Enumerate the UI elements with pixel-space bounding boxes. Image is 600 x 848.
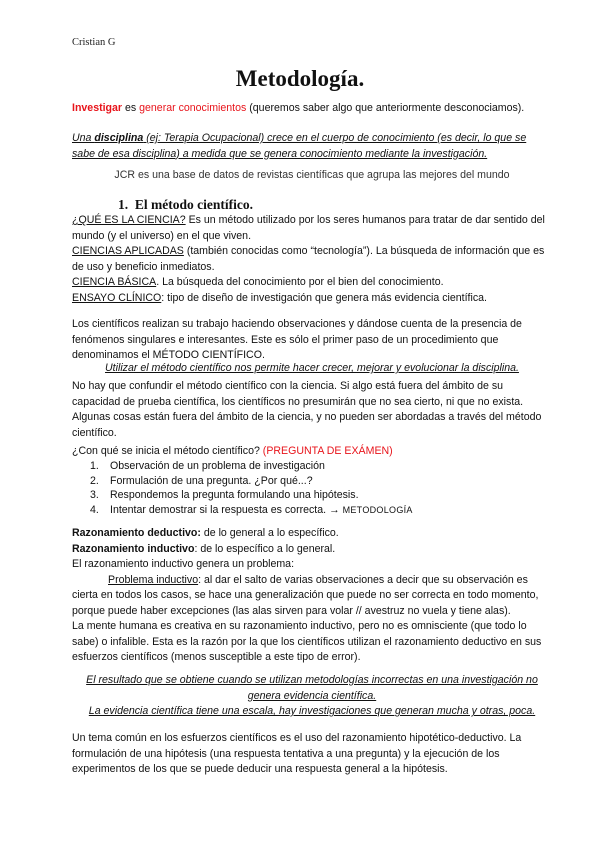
cientificos-paragraph: Los científicos realizan su trabajo haciendo observaciones y dándose cuenta de la presencia de fenómenos singulares e interesantes. Este es sólo el primer paso de un procedimiento que denominamos el MÉTODO CIENTÍFICO.: [72, 318, 522, 361]
step-text: Formulación de una pregunta. ¿Por qué...?: [110, 474, 313, 487]
problema-paragraph: [72, 573, 552, 620]
definition-text: Es un método utilizado por los seres humanos para tratar de dar sentido del mundo (y el universo) en el que viven.: [72, 214, 545, 242]
deductivo-line: [72, 526, 552, 542]
question-text: ¿Con qué se inicia el método científico?: [72, 445, 263, 457]
intro-highlight: generar conocimientos: [139, 102, 247, 114]
list-item: [72, 459, 552, 474]
resultado-note: El resultado que se obtiene cuando se utilizan metodologías incorrectas en una investigación no genera evidencia científica.: [86, 674, 538, 702]
definition-term: ¿QUÉ ES LA CIENCIA?: [72, 214, 186, 226]
list-item: [72, 474, 552, 489]
author-name: Cristian G: [72, 37, 116, 48]
section-number: 1.: [118, 197, 129, 212]
step-tail: METODOLOGÍA: [342, 504, 413, 515]
jcr-note: JCR es una base de datos de revistas científicas que agrupa las mejores del mundo: [114, 169, 510, 181]
step-number: 3.: [90, 489, 99, 501]
step-number: 2.: [90, 474, 99, 487]
intro-connector: es: [122, 102, 140, 114]
definition-term: CIENCIA BÁSICA: [72, 276, 157, 288]
razonamiento-block: [72, 526, 552, 666]
deductivo-label: Razonamiento deductivo:: [72, 527, 201, 539]
metodo-note: Utilizar el método científico nos permite hacer crecer, mejorar y evolucionar la disciplina.: [105, 362, 519, 374]
definition-text: : tipo de diseño de investigación que genera más evidencia científica.: [161, 291, 487, 304]
problema-text: : al dar el salto de varias observaciones a decir que su observación es cierta en todos los casos, se hace una generalización que puede no ser correcta en todo momento, porque puede haber excepciones (las alas sirven para volar // avestruz no vuela y tiene alas).: [72, 573, 539, 617]
step-number: 1.: [90, 460, 99, 472]
definition-text: (también conocidas como “tecnología”). La búsqueda de información que es de uso y beneficio inmediatos.: [72, 245, 545, 273]
disciplina-note: [72, 131, 552, 162]
intro-keyword: Investigar: [72, 102, 123, 114]
inductivo-label: Razonamiento inductivo: [72, 542, 195, 555]
list-item: [72, 503, 552, 518]
definition-text: . La búsqueda del conocimiento por el bien del conocimiento.: [156, 276, 444, 288]
deductivo-text: de lo general a lo específico.: [200, 527, 339, 539]
page-title: Metodología.: [235, 66, 365, 91]
list-item: [72, 488, 552, 503]
definition-aplicadas: [72, 244, 552, 275]
step-text: Intentar demostrar si la respuesta es correcta. →: [110, 503, 343, 516]
problema-intro: El razonamiento inductivo genera un problema:: [72, 558, 295, 570]
inductivo-line: [72, 542, 552, 558]
definition-term: ENSAYO CLÍNICO: [72, 291, 162, 304]
definitions-block: [72, 213, 552, 306]
final-paragraph: Un tema común en los esfuerzos científicos es el uso del razonamiento hipotético-deductivo. La formulación de una hipótesis (una respuesta tentativa a una pregunta) y la ejecución de los experimentos de los que se puede deducir una respuesta general a la hipótesis.: [72, 732, 522, 775]
section-heading: [118, 197, 253, 213]
definition-term: CIENCIAS APLICADAS: [72, 245, 184, 257]
exam-tag: (PREGUNTA DE EXÁMEN): [262, 445, 393, 457]
intro-paragraph: [72, 101, 552, 117]
intro-rest: (queremos saber algo que anteriormente desconociamos).: [246, 102, 525, 114]
section-title: El método científico.: [134, 197, 253, 212]
definition-ensayo: [72, 291, 552, 307]
confundir-paragraph: No hay que confundir el método científico con la ciencia. Si algo está fuera del ámbito de su capacidad de prueba científica, los científicos no presumirán que no sea cierto, ni que no exista. Algunas cosas están fuera del ámbito de la ciencia, y no pueden ser abordadas a través del método científico.: [72, 380, 542, 439]
step-text: Observación de un problema de investigación: [110, 460, 325, 472]
disciplina-rest: (ej: Terapia Ocupacional) crece en el cuerpo de conocimiento (es decir, lo que se sabe de esa disciplina) a medida que se genera conocimiento mediante la investigación.: [72, 132, 527, 160]
exam-question: [72, 444, 552, 460]
problema-label: Problema inductivo: [108, 573, 199, 586]
definition-ciencia: [72, 213, 552, 244]
inductivo-text: : de lo específico a lo general.: [194, 542, 336, 555]
definition-basica: [72, 275, 552, 291]
disciplina-pre: Una: [72, 132, 95, 144]
mente-paragraph: La mente humana es creativa en su razonamiento inductivo, pero no es omnisciente (que todo lo sabe) o infalible. Esta es la razón por la que los científicos utilizan el razonamiento deductivo en sus esfuerzos científicos (menos susceptible a este tipo de error).: [72, 620, 542, 663]
evidencia-note: La evidencia científica tiene una escala, hay investigaciones que generan mucha y otras, poca.: [88, 705, 536, 717]
disciplina-term: disciplina: [94, 132, 144, 144]
step-number: 4.: [90, 503, 99, 516]
step-text: Respondemos la pregunta formulando una hipótesis.: [110, 489, 359, 501]
method-steps-list: [72, 459, 552, 517]
